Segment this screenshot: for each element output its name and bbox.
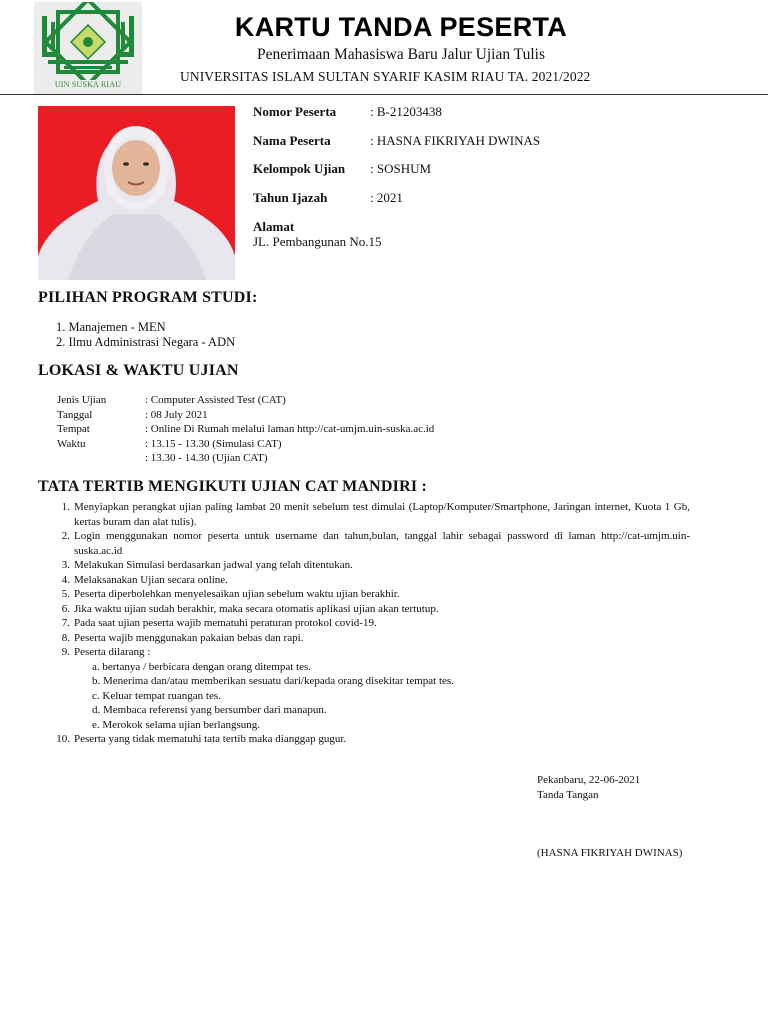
prohibition-item: b. Menerima dan/atau memberikan sesuatu dari/kepada orang disekitar tempat tes. (92, 675, 454, 687)
info-label: Nama Peserta (253, 133, 331, 148)
rule-text: Pada saat ujian peserta wajib mematuhi peraturan protokol covid-19. (74, 617, 377, 629)
info-label: Tahun Ijazah (253, 190, 328, 205)
program-heading: PILIHAN PROGRAM STUDI: (38, 289, 258, 306)
rule-item (56, 602, 690, 617)
rule-number: 9. (61, 646, 70, 658)
rule-item (56, 573, 690, 588)
info-value: : 2021 (370, 190, 403, 205)
rule-number: 4. (61, 573, 70, 586)
rule-number: 1. (61, 501, 70, 513)
rule-item (56, 616, 690, 631)
program-list (56, 320, 235, 349)
participant-portrait-image (38, 106, 235, 280)
info-value: : B-21203438 (370, 104, 442, 119)
program-item: 1. Manajemen - MEN (56, 320, 166, 334)
exam-label: Waktu (57, 437, 86, 450)
exam-value: : Computer Assisted Test (CAT) (145, 394, 286, 406)
rule-text: Peserta diperbolehkan menyelesaikan ujian sebelum waktu ujian berakhir. (74, 588, 400, 600)
rules-heading: TATA TERTIB MENGIKUTI UJIAN CAT MANDIRI : (38, 478, 428, 495)
info-value: : SOSHUM (370, 161, 432, 176)
rules-list (56, 500, 690, 747)
rule-text: Menyiapkan perangkat ujian paling lambat 20 menit sebelum test dimulai (Laptop/Komputer/Smartphone, Jaringan internet, Kuota 1 Gb, kertas buram dan alat tulis). (74, 501, 690, 528)
prohibition-item: e. Merokok selama ujian berlangsung. (92, 718, 261, 731)
logo-emblem-icon (34, 2, 142, 80)
logo-caption: UIN SUSKA RIAU (54, 80, 122, 89)
exam-label: Jenis Ujian (57, 394, 107, 406)
exam-value: : 08 July 2021 (145, 408, 208, 421)
rule-number: 3. (61, 559, 70, 571)
signature-label: Tanda Tangan (537, 789, 599, 801)
rule-item (56, 500, 690, 529)
university-name: UNIVERSITAS ISLAM SULTAN SYARIF KASIM RIAU TA. 2021/2022 (180, 69, 591, 84)
university-logo (34, 2, 142, 94)
rule-number: 2. (61, 530, 70, 542)
exam-heading: LOKASI & WAKTU UJIAN (38, 362, 239, 379)
prohibition-item: d. Membaca referensi yang bersumber dari manapun. (92, 704, 327, 716)
exam-value: : Online Di Rumah melalui laman http://cat-umjm.uin-suska.ac.id (145, 423, 435, 435)
rule-item (56, 558, 690, 573)
signature-place-date: Pekanbaru, 22-06-2021 (537, 774, 641, 786)
rule-number: 8. (61, 631, 70, 644)
rule-text: Login menggunakan nomor peserta untuk username dan tahun,bulan, tanggal lahir sebagai password di laman http://cat-umjm.uin-suska.ac.id (74, 530, 690, 557)
info-label: Nomor Peserta (253, 104, 337, 119)
rule-number: 5. (61, 588, 70, 600)
rule-number: 7. (61, 617, 70, 629)
rule-number: 10. (56, 733, 70, 745)
address-value: JL. Pembangunan No.15 (253, 234, 382, 249)
rule-item (56, 732, 690, 747)
card-title: KARTU TANDA PESERTA (234, 12, 568, 42)
info-value: : HASNA FIKRIYAH DWINAS (370, 133, 541, 148)
prohibition-item: a. bertanya / berbicara dengan orang ditempat tes. (92, 660, 311, 673)
rule-item (56, 529, 690, 558)
address-label: Alamat (253, 219, 295, 234)
info-label: Kelompok Ujian (253, 161, 346, 176)
rule-item (56, 631, 690, 646)
exam-value: : 13.15 - 13.30 (Simulasi CAT) (145, 437, 282, 450)
rule-text: Melakukan Simulasi berdasarkan jadwal yang telah ditentukan. (74, 559, 353, 571)
rule-text: Peserta yang tidak mematuhi tata tertib maka dianggap gugur. (74, 733, 347, 745)
rule-number: 6. (61, 602, 70, 615)
exam-label: Tempat (57, 423, 90, 435)
exam-label: Tanggal (57, 408, 93, 421)
rule-item (56, 587, 690, 602)
rule-text: Melaksanakan Ujian secara online. (74, 573, 228, 586)
rule-text: Peserta dilarang : (74, 646, 151, 658)
rule-item (56, 645, 690, 732)
rule-text: Jika waktu ujian sudah berakhir, maka secara otomatis aplikasi ujian akan tertutup. (74, 602, 439, 615)
card-subtitle: Penerimaan Mahasiswa Baru Jalur Ujian Tulis (256, 46, 545, 63)
program-item: 2. Ilmu Administrasi Negara - ADN (56, 334, 236, 349)
rule-text: Peserta wajib menggunakan pakaian bebas dan rapi. (74, 631, 304, 644)
signature-name: (HASNA FIKRIYAH DWINAS) (537, 847, 683, 859)
header-divider (0, 94, 768, 95)
prohibition-item: c. Keluar tempat ruangan tes. (92, 689, 221, 702)
participant-photo (38, 106, 235, 280)
exam-value: : 13.30 - 14.30 (Ujian CAT) (145, 452, 268, 464)
